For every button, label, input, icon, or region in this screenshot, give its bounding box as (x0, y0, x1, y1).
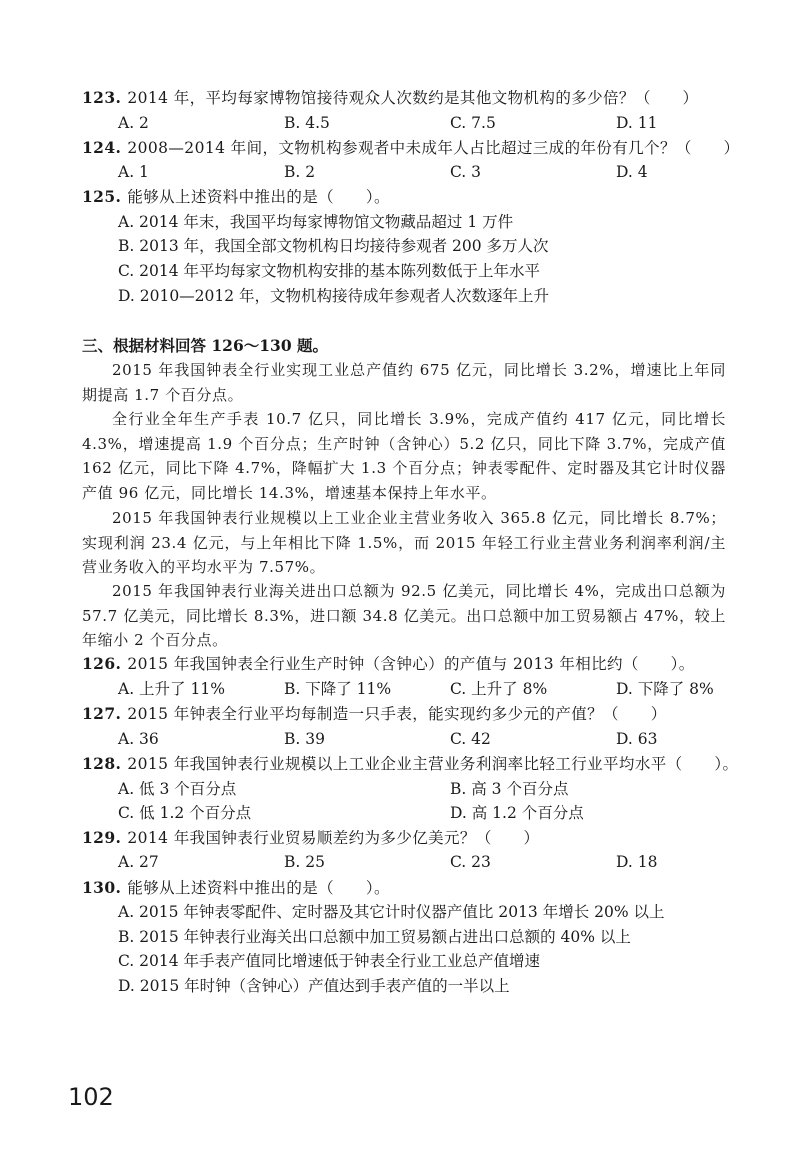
option-a[interactable]: A. 2015 年钟表零配件、定时器及其它计时仪器产值比 2013 年增长 20% 以上 (118, 903, 665, 921)
option-a[interactable]: A. 2014 年末，我国平均每家博物馆文物藏品超过 1 万件 (118, 213, 514, 231)
question-text: 能够从上述资料中推出的是（ ）。 (127, 879, 390, 897)
question-127-options (118, 727, 738, 751)
question-number: 123. (82, 88, 122, 107)
question-text: 2015 年钟表全行业平均每制造一只手表，能实现约多少元的产值？（ ） (127, 705, 667, 723)
question-128-options-row-2 (118, 801, 738, 825)
question-text: 2014 年，平均每家博物馆接待观众人次数约是其他文物机构的多少倍？（ ） (127, 89, 699, 107)
option-d[interactable]: D. 下降了 8% (616, 680, 714, 698)
option-c[interactable]: C. 上升了 8% (450, 680, 548, 698)
question-number: 128. (82, 754, 122, 773)
material-paragraph-1: 2015 年我国钟表全行业实现工业总产值约 675 亿元，同比增长 3.2%，增速比上年同期提高 1.7 个百分点。 (82, 361, 726, 404)
option-a[interactable]: A. 27 (118, 853, 159, 871)
option-b[interactable]: B. 高 3 个百分点 (450, 780, 569, 798)
question-text: 2015 年我国钟表行业规模以上工业企业主营业务利润率比轻工行业平均水平（ ）。 (127, 755, 739, 773)
option-d[interactable]: D. 11 (616, 114, 658, 132)
option-c[interactable]: C. 7.5 (450, 114, 496, 132)
question-126-options (118, 677, 738, 701)
option-d[interactable]: D. 2015 年时钟（含钟心）产值达到手表产值的一半以上 (118, 977, 510, 995)
option-c[interactable]: C. 3 (450, 163, 482, 181)
option-d[interactable]: D. 高 1.2 个百分点 (450, 804, 584, 822)
option-a[interactable]: A. 1 (118, 163, 149, 181)
page-number: 102 (68, 1083, 114, 1111)
option-b[interactable]: B. 39 (284, 730, 325, 748)
question-129-options (118, 850, 738, 874)
question-126 (82, 652, 742, 676)
question-124-options (118, 160, 738, 184)
question-number: 124. (82, 138, 122, 157)
option-a[interactable]: A. 低 3 个百分点 (118, 780, 237, 798)
question-number: 130. (82, 878, 122, 897)
option-c[interactable]: C. 42 (450, 730, 491, 748)
question-125 (82, 185, 742, 209)
option-c[interactable]: C. 低 1.2 个百分点 (118, 804, 252, 822)
material-paragraph-4: 2015 年我国钟表行业海关进出口总额为 92.5 亿美元，同比增长 4%，完成出口总额为 57.7 亿美元，同比增长 8.3%，进口额 34.8 亿美元。出口总额中加工贸易额占 47%，较上年缩小 2 个百分点。 (82, 582, 726, 649)
option-b[interactable]: B. 25 (284, 853, 325, 871)
option-c[interactable]: C. 2014 年手表产值同比增速低于钟表全行业工业总产值增速 (118, 952, 541, 970)
question-number: 125. (82, 187, 122, 206)
option-a[interactable]: A. 上升了 11% (118, 680, 225, 698)
option-d[interactable]: D. 63 (616, 730, 658, 748)
option-d[interactable]: D. 18 (616, 853, 658, 871)
option-d[interactable]: D. 2010—2012 年，文物机构接待成年参观者人次数逐年上升 (118, 287, 550, 305)
option-b[interactable]: B. 2015 年钟表行业海关出口总额中加工贸易额占进出口总额的 40% 以上 (118, 928, 631, 946)
option-b[interactable]: B. 下降了 11% (284, 680, 392, 698)
option-c[interactable]: C. 2014 年平均每家文物机构安排的基本陈列数低于上年水平 (118, 262, 541, 280)
material-paragraph-3: 2015 年我国钟表行业规模以上工业企业主营业务收入 365.8 亿元，同比增长 8.7%；实现利润 23.4 亿元，与上年相比下降 1.5%，而 2015 年轻工行业主营业务利润率利润/主营业务收入的平均水平为 7.57%。 (82, 509, 726, 576)
question-128-options-row-1 (118, 777, 738, 801)
question-text: 2014 年我国钟表行业贸易顺差约为多少亿美元？（ ） (127, 829, 540, 847)
option-b[interactable]: B. 2 (284, 163, 316, 181)
option-a[interactable]: A. 36 (118, 730, 159, 748)
option-d[interactable]: D. 4 (616, 163, 648, 181)
question-text: 能够从上述资料中推出的是（ ）。 (127, 188, 390, 206)
question-number: 126. (82, 654, 122, 673)
question-129 (82, 826, 742, 850)
option-c[interactable]: C. 23 (450, 853, 491, 871)
question-127 (82, 702, 742, 726)
question-128 (82, 752, 742, 776)
option-b[interactable]: B. 2013 年，我国全部文物机构日均接待参观者 200 多万人次 (118, 237, 549, 255)
option-b[interactable]: B. 4.5 (284, 114, 330, 132)
question-number: 129. (82, 828, 122, 847)
question-text: 2015 年我国钟表全行业生产时钟（含钟心）的产值与 2013 年相比约（ ）。 (127, 655, 695, 673)
question-124 (82, 136, 742, 160)
question-text: 2008—2014 年间，文物机构参观者中未成年人占比超过三成的年份有几个？（ ） (127, 139, 740, 157)
question-number: 127. (82, 704, 122, 723)
section-heading: 三、根据材料回答 126～130 题。 (82, 336, 329, 355)
question-123 (82, 86, 742, 110)
material-paragraph-2: 全行业全年生产手表 10.7 亿只，同比增长 3.9%，完成产值约 417 亿元，同比增长 4.3%，增速提高 1.9 个百分点；生产时钟（含钟心）5.2 亿只，同比下降 3.7%，完成产值 162 亿元，同比下降 4.7%，降幅扩大 1.3 个百分点；钟表零配件、定时器及其它计时仪器产值 96 亿元，同比增长 14.3%，增速基本保持上年水平。 (82, 410, 726, 502)
option-a[interactable]: A. 2 (118, 114, 149, 132)
question-123-options (118, 111, 738, 135)
question-130 (82, 876, 742, 900)
